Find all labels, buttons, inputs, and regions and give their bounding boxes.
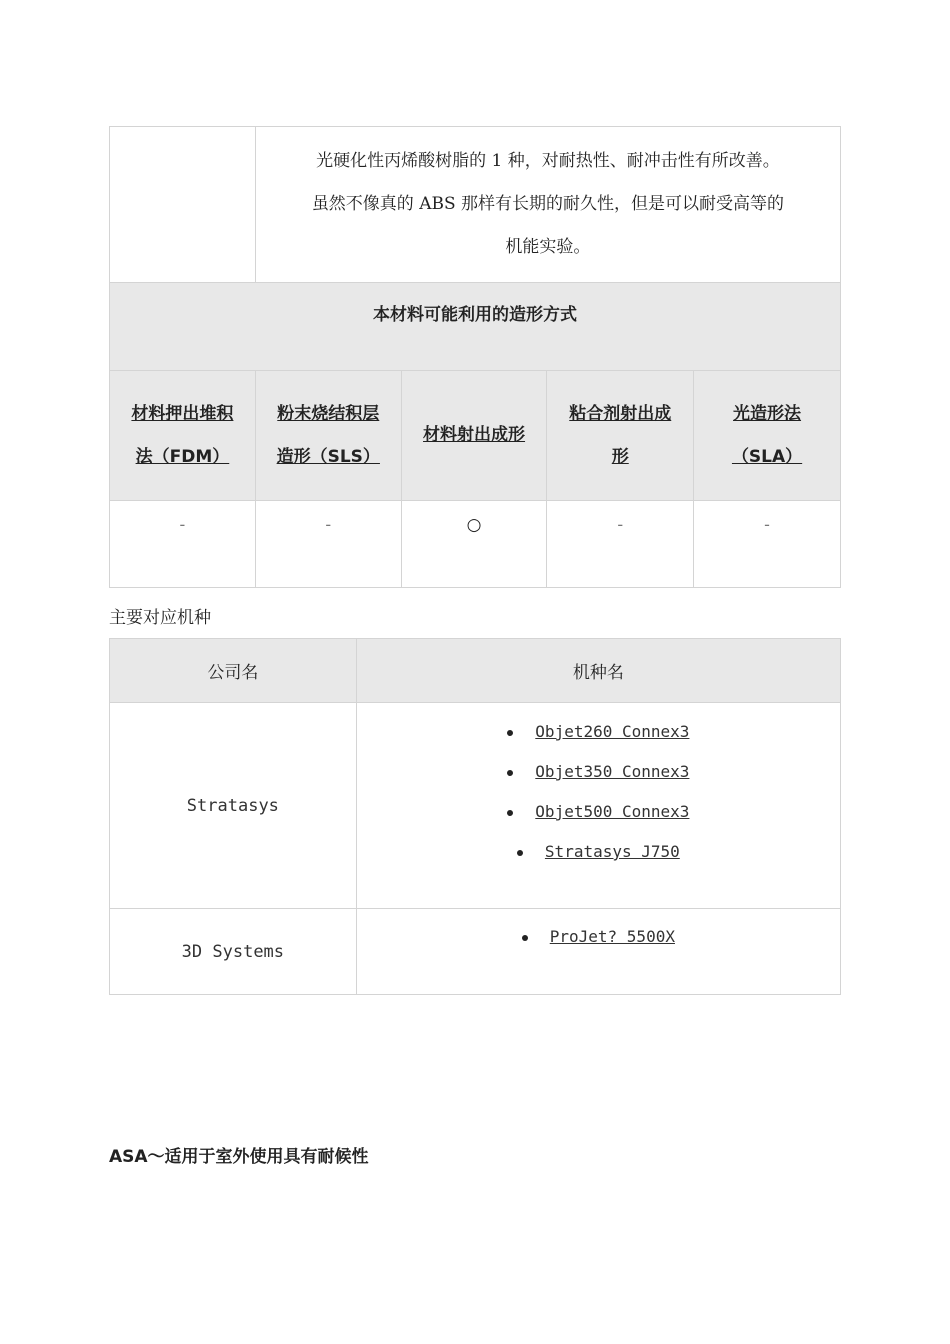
description-line: 机能实验。 bbox=[505, 237, 591, 257]
method-sls-mark: - bbox=[255, 501, 401, 588]
material-table bbox=[109, 126, 841, 588]
model-item bbox=[357, 712, 840, 752]
bullet-icon bbox=[522, 935, 528, 941]
model-item bbox=[357, 832, 840, 872]
model-link[interactable]: Objet260 Connex3 bbox=[535, 722, 690, 741]
bullet-icon bbox=[507, 730, 513, 736]
model-item bbox=[357, 792, 840, 832]
method-sls[interactable]: 粉末烧结积层 造形（SLS） bbox=[255, 371, 401, 501]
method-sla-mark: - bbox=[694, 501, 841, 588]
method-fdm-mark: - bbox=[110, 501, 256, 588]
company-cell: 3D Systems bbox=[110, 909, 357, 995]
column-header-company: 公司名 bbox=[110, 639, 357, 703]
method-material-jetting-mark: ○ bbox=[401, 501, 547, 588]
section-heading: ASA～适用于室外使用具有耐候性 bbox=[109, 1147, 369, 1167]
table-caption: 主要对应机种 bbox=[109, 608, 211, 628]
model-link[interactable]: Objet350 Connex3 bbox=[535, 762, 690, 781]
description-line: 光硬化性丙烯酸树脂的 1 种，对耐热性、耐冲击性有所改善。 bbox=[316, 151, 780, 171]
method-material-jetting[interactable]: 材料射出成形 bbox=[401, 371, 547, 501]
machine-table bbox=[109, 638, 841, 995]
method-binder-jetting[interactable]: 粘合剂射出成 形 bbox=[547, 371, 694, 501]
method-binder-jetting-mark: - bbox=[547, 501, 694, 588]
model-link[interactable]: ProJet? 5500X bbox=[549, 927, 675, 946]
bullet-icon bbox=[517, 850, 523, 856]
model-list-cell bbox=[356, 909, 840, 995]
method-fdm[interactable]: 材料押出堆积 法（FDM） bbox=[110, 371, 256, 501]
model-item bbox=[357, 752, 840, 792]
company-cell: Stratasys bbox=[110, 703, 357, 909]
method-sla[interactable]: 光造形法 （SLA） bbox=[694, 371, 841, 501]
description-line: 虽然不像真的 ABS 那样有长期的耐久性，但是可以耐受高等的 bbox=[311, 194, 785, 214]
model-item bbox=[357, 917, 840, 957]
methods-header: 本材料可能利用的造形方式 bbox=[110, 283, 841, 371]
model-list-cell bbox=[356, 703, 840, 909]
model-list bbox=[357, 909, 840, 957]
empty-label-cell bbox=[110, 127, 256, 283]
model-link[interactable]: Objet500 Connex3 bbox=[535, 802, 690, 821]
material-description bbox=[255, 127, 840, 283]
model-link[interactable]: Stratasys J750 bbox=[544, 842, 680, 861]
model-list bbox=[357, 703, 840, 872]
bullet-icon bbox=[507, 810, 513, 816]
column-header-model: 机种名 bbox=[356, 639, 840, 703]
bullet-icon bbox=[507, 770, 513, 776]
